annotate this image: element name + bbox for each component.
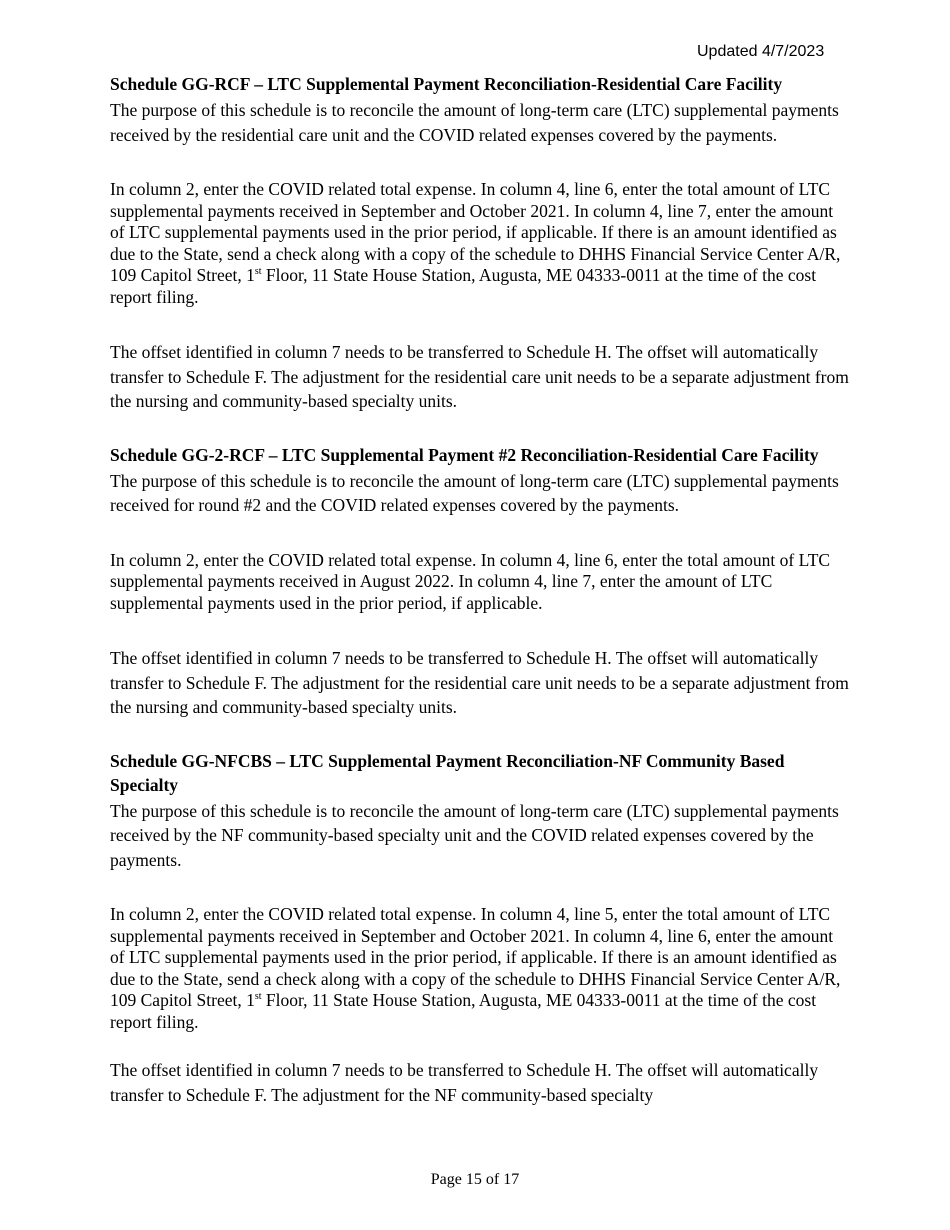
- section-heading: Schedule GG-RCF – LTC Supplemental Payment Reconciliation-Residential Care Facility: [110, 74, 783, 94]
- offset-paragraph: The offset identified in column 7 needs to be transferred to Schedule H. The offset will automatically transfer to Schedule F. The adjustment for the NF community-based specialty: [110, 1060, 819, 1105]
- section-heading: Schedule GG-2-RCF – LTC Supplemental Payment #2 Reconciliation-Residential Care Facility: [110, 444, 819, 465]
- instructions-paragraph: In column 2, enter the COVID related total expense. In column 4, line 5, enter the total amount of LTC supplemental payments received in September and October 2021. In column 4, line 6, enter the amount of LTC supplemental payments used in the prior period, if applicable. If there is an amount identified as due to the State, send a check along with a copy of the schedule to DHHS Financial Service Center A/R, 109 Capitol Street, 1st Floor, 11 State House Station, Augusta, ME 04333-0011 at the time of the cost report filing.: [110, 904, 841, 1032]
- section-gg-rcf: [110, 72, 852, 414]
- purpose-paragraph: The purpose of this schedule is to reconcile the amount of long-term care (LTC) supplemental payments received by the residential care unit and the COVID related expenses covered by the payments.: [110, 100, 839, 145]
- updated-date: Updated 4/7/2023: [697, 43, 825, 60]
- section-heading: Schedule GG-NFCBS – LTC Supplemental Payment Reconciliation-NF Community Based Specialty: [110, 750, 785, 795]
- instructions-paragraph: In column 2, enter the COVID related total expense. In column 4, line 6, enter the total amount of LTC supplemental payments received in September and October 2021. In column 4, line 7, enter the amount of LTC supplemental payments used in the prior period, if applicable. If there is an amount identified as due to the State, send a check along with a copy of the schedule to DHHS Financial Service Center A/R, 109 Capitol Street, 1st Floor, 11 State House Station, Augusta, ME 04333-0011 at the time of the cost report filing.: [110, 179, 841, 307]
- section-gg-nfcbs: [110, 749, 852, 1108]
- offset-paragraph: The offset identified in column 7 needs to be transferred to Schedule H. The offset will automatically transfer to Schedule F. The adjustment for the residential care unit needs to be a separate adjustment from the nursing and community-based specialty units.: [110, 648, 849, 717]
- purpose-paragraph: The purpose of this schedule is to reconcile the amount of long-term care (LTC) supplemental payments received for round #2 and the COVID related expenses covered by the payments.: [110, 470, 839, 515]
- page-number: Page 15 of 17: [430, 1171, 520, 1188]
- document-body: [110, 72, 852, 1107]
- purpose-paragraph: The purpose of this schedule is to reconcile the amount of long-term care (LTC) supplemental payments received by the NF community-based specialty unit and the COVID related expenses covered by the payments.: [110, 800, 839, 870]
- section-gg-2-rcf: [110, 443, 852, 720]
- instructions-paragraph: In column 2, enter the COVID related total expense. In column 4, line 6, enter the total amount of LTC supplemental payments received in August 2022. In column 4, line 7, enter the amount of LTC supplemental payments used in the prior period, if applicable.: [110, 549, 831, 613]
- offset-paragraph: The offset identified in column 7 needs to be transferred to Schedule H. The offset will automatically transfer to Schedule F. The adjustment for the residential care unit needs to be a separate adjustment from the nursing and community-based specialty units.: [110, 342, 849, 411]
